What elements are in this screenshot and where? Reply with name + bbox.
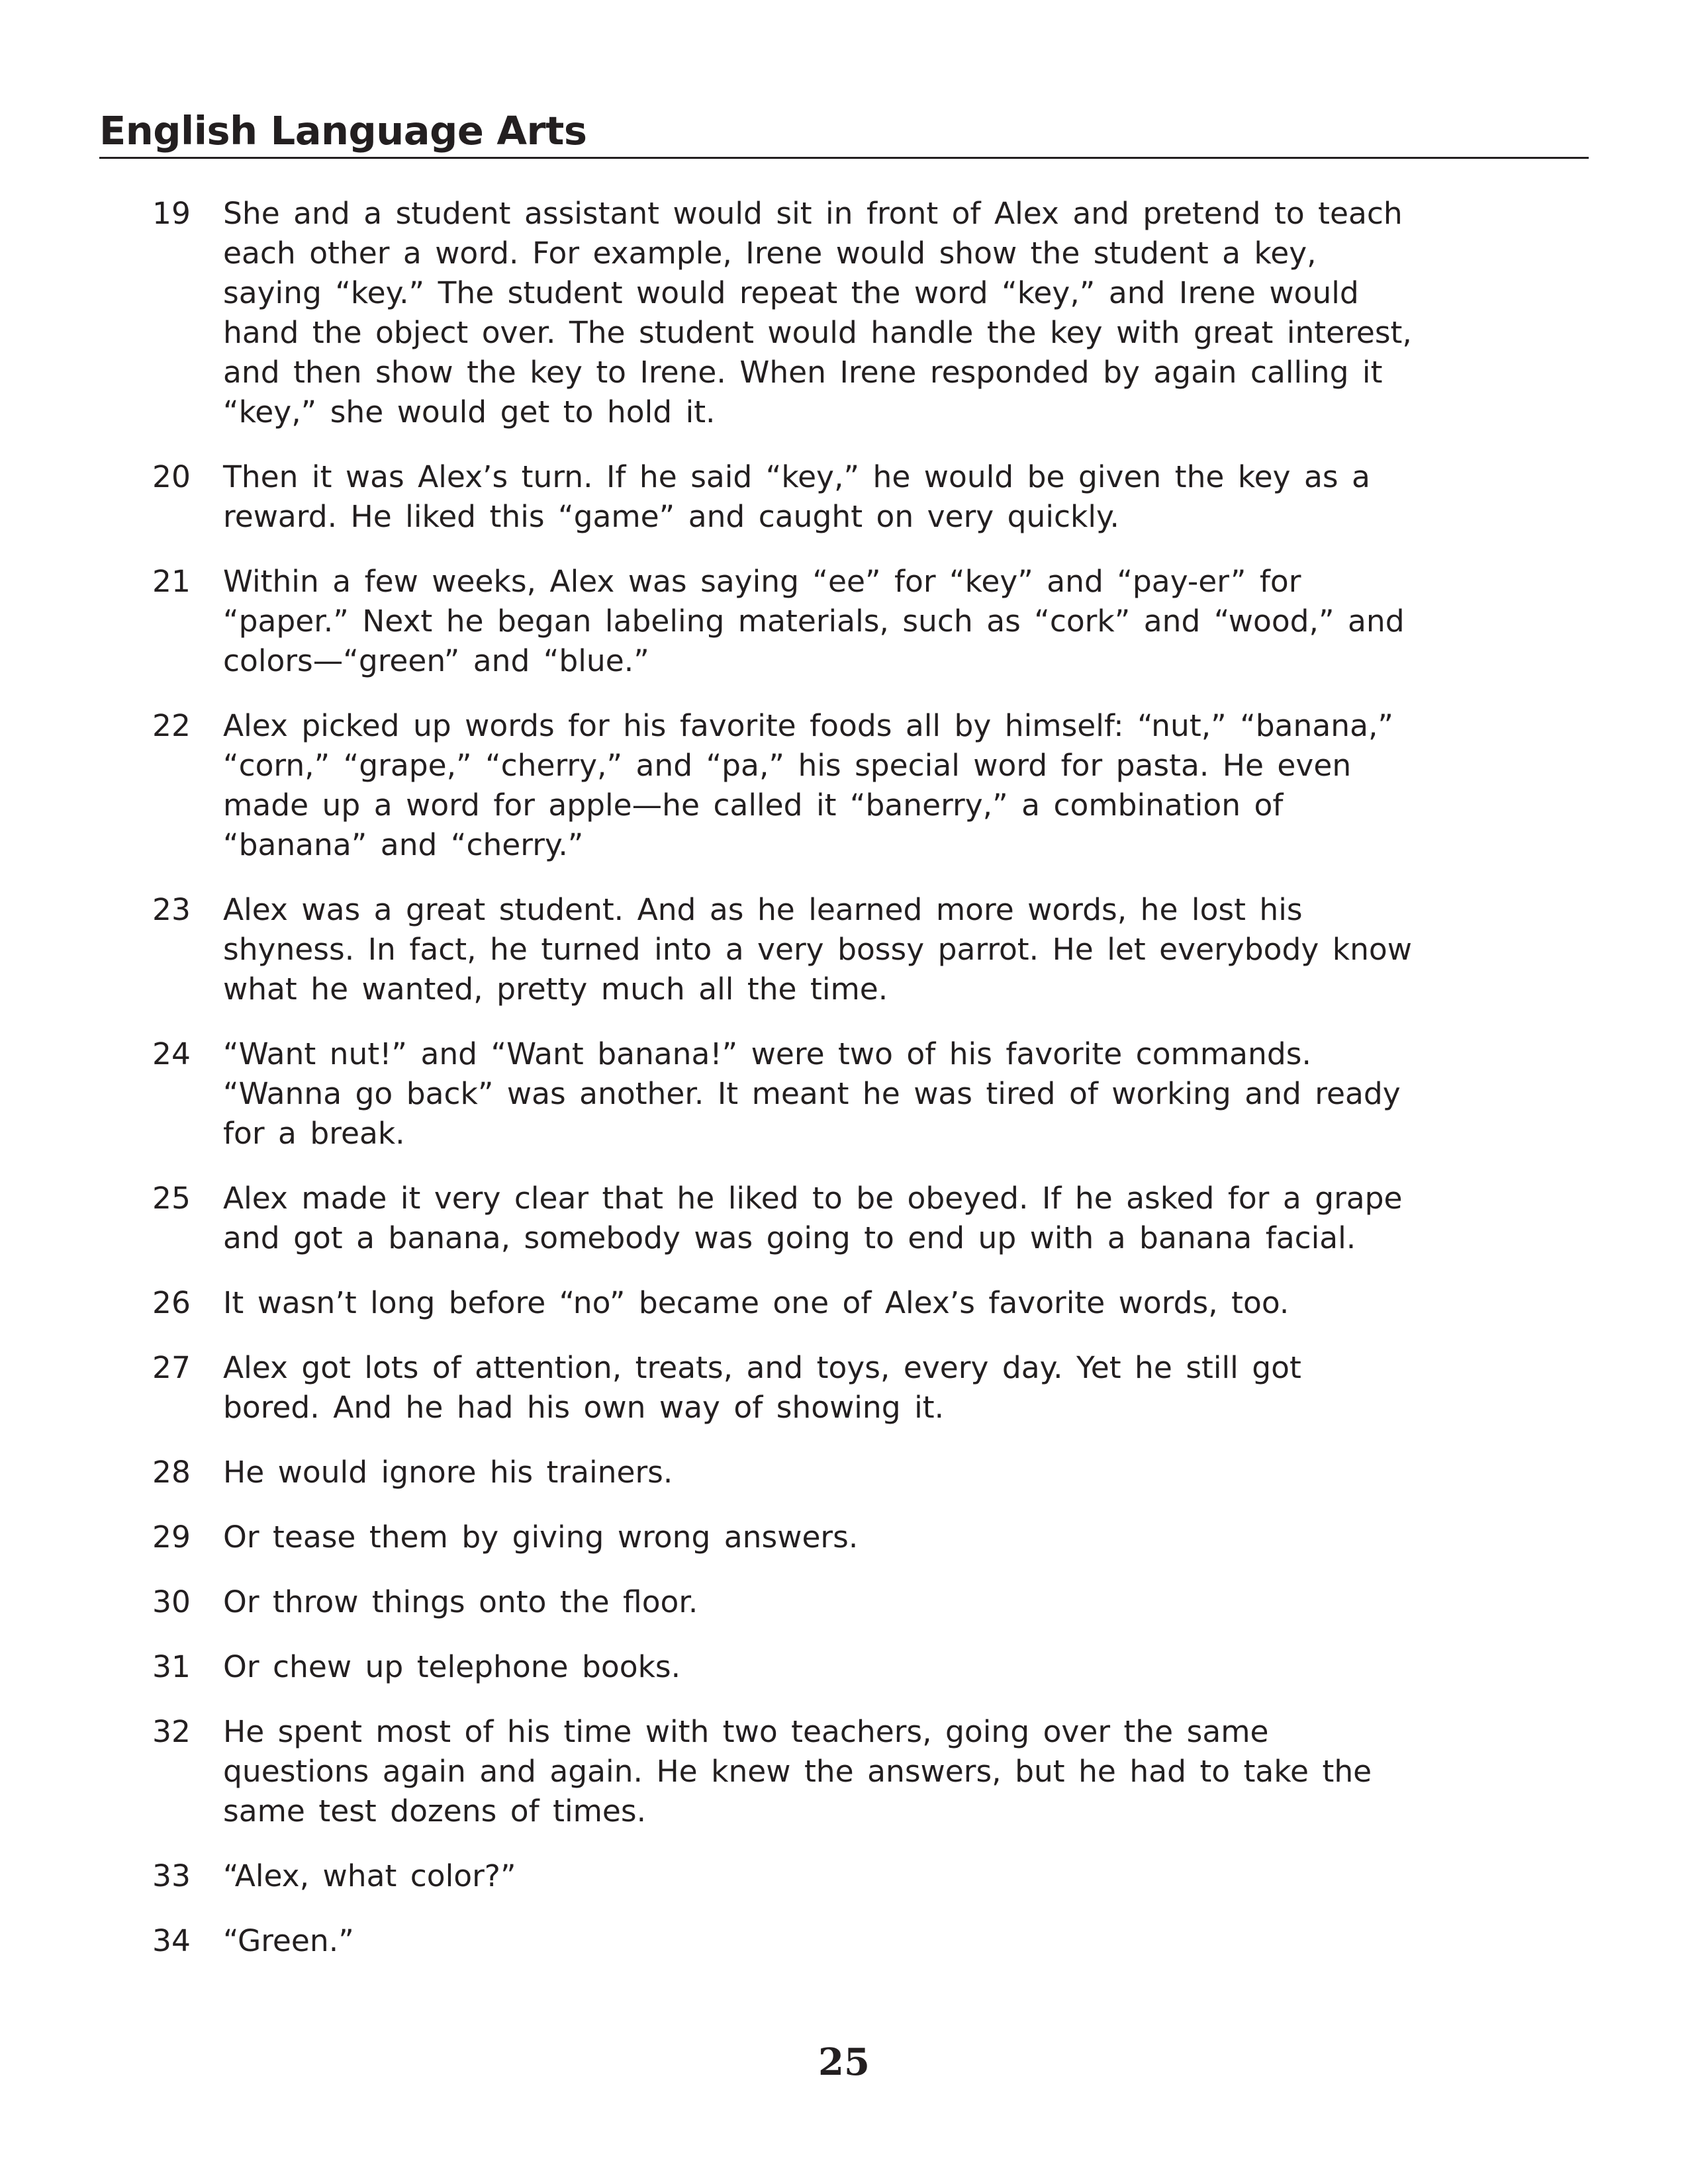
paragraph-number: 30 [152,1584,191,1619]
paragraph [152,1712,1575,1831]
paragraph-number: 32 [152,1714,191,1749]
paragraph-line: colors—“green” and “blue.” [223,643,649,678]
paragraph-line: for a break. [223,1116,405,1151]
paragraph-number: 29 [152,1520,191,1555]
paragraph-line: Alex was a great student. And as he learned more words, he lost his [223,892,1303,927]
paragraph-line: “Wanna go back” was another. It meant he was tired of working and ready [223,1076,1401,1111]
paragraph-number: 19 [152,196,191,231]
paragraph-line: “Want nut!” and “Want banana!” were two of his favorite commands. [223,1036,1311,1071]
paragraph-line: “corn,” “grape,” “cherry,” and “pa,” his special word for pasta. He even [223,748,1352,783]
paragraph-line: It wasn’t long before “no” became one of Alex’s favorite words, too. [223,1285,1289,1320]
paragraph-number: 31 [152,1649,191,1684]
paragraph-line: what he wanted, pretty much all the time. [223,972,888,1007]
paragraph-line: and then show the key to Irene. When Irene responded by again calling it [223,355,1383,390]
paragraph-number: 27 [152,1350,191,1385]
paragraph [152,1921,1575,1961]
paragraph-line: reward. He liked this “game” and caught on very quickly. [223,499,1119,534]
paragraph-line: same test dozens of times. [223,1794,647,1829]
paragraph-line: saying “key.” The student would repeat the word “key,” and Irene would [223,275,1359,310]
paragraph-number: 24 [152,1036,191,1071]
paragraph-line: “Green.” [223,1923,354,1958]
paragraph-line: She and a student assistant would sit in front of Alex and pretend to teach [223,196,1403,231]
paragraph [152,1034,1575,1154]
section-header [99,99,1589,159]
paragraph-line: hand the object over. The student would handle the key with great interest, [223,315,1412,350]
paragraph-line: and got a banana, somebody was going to end up with a banana facial. [223,1220,1356,1255]
paragraph [152,890,1575,1009]
paragraph-number: 20 [152,459,191,494]
paragraph [152,1582,1575,1622]
paragraph-line: shyness. In fact, he turned into a very bossy parrot. He let everybody know [223,932,1412,967]
paragraph [152,1453,1575,1492]
passage-text [152,194,1575,1986]
paragraph-line: questions again and again. He knew the answers, but he had to take the [223,1754,1372,1789]
paragraph-line: Alex got lots of attention, treats, and toys, every day. Yet he still got [223,1350,1301,1385]
paragraph-line: “Alex, what color?” [223,1858,516,1893]
paragraph-number: 28 [152,1455,191,1490]
paragraph-line: Or chew up telephone books. [223,1649,681,1684]
paragraph-line: each other a word. For example, Irene would show the student a key, [223,236,1317,271]
paragraph-line: “key,” she would get to hold it. [223,394,716,430]
paragraph-number: 34 [152,1923,191,1958]
paragraph [152,1518,1575,1557]
paragraph [152,194,1575,432]
paragraph-number: 21 [152,564,191,599]
paragraph [152,1179,1575,1258]
paragraph-line: Within a few weeks, Alex was saying “ee” for “key” and “pay-er” for [223,564,1301,599]
paragraph-line: Alex picked up words for his favorite foods all by himself: “nut,” “banana,” [223,708,1394,743]
paragraph-number: 33 [152,1858,191,1893]
paragraph [152,706,1575,865]
paragraph-line: Or throw things onto the floor. [223,1584,698,1619]
paragraph-number: 23 [152,892,191,927]
paragraph-line: Then it was Alex’s turn. If he said “key,” he would be given the key as a [223,459,1370,494]
paragraph-line: He would ignore his trainers. [223,1455,673,1490]
paragraph-line: Or tease them by giving wrong answers. [223,1520,859,1555]
paragraph [152,457,1575,537]
page-number: 25 [818,2040,870,2084]
paragraph [152,1856,1575,1896]
paragraph-line: Alex made it very clear that he liked to be obeyed. If he asked for a grape [223,1181,1403,1216]
paragraph-line: “paper.” Next he began labeling materials, such as “cork” and “wood,” and [223,604,1405,639]
paragraph-number: 22 [152,708,191,743]
paragraph-line: He spent most of his time with two teachers, going over the same [223,1714,1269,1749]
paragraph-line: bored. And he had his own way of showing it. [223,1390,945,1425]
paragraph-number: 25 [152,1181,191,1216]
section-title: English Language Arts [99,108,587,154]
paragraph [152,562,1575,681]
paragraph [152,1348,1575,1428]
paragraph-line: made up a word for apple—he called it “banerry,” a combination of [223,788,1284,823]
paragraph [152,1283,1575,1323]
paragraph-line: “banana” and “cherry.” [223,827,584,862]
paragraph [152,1647,1575,1687]
paragraph-number: 26 [152,1285,191,1320]
